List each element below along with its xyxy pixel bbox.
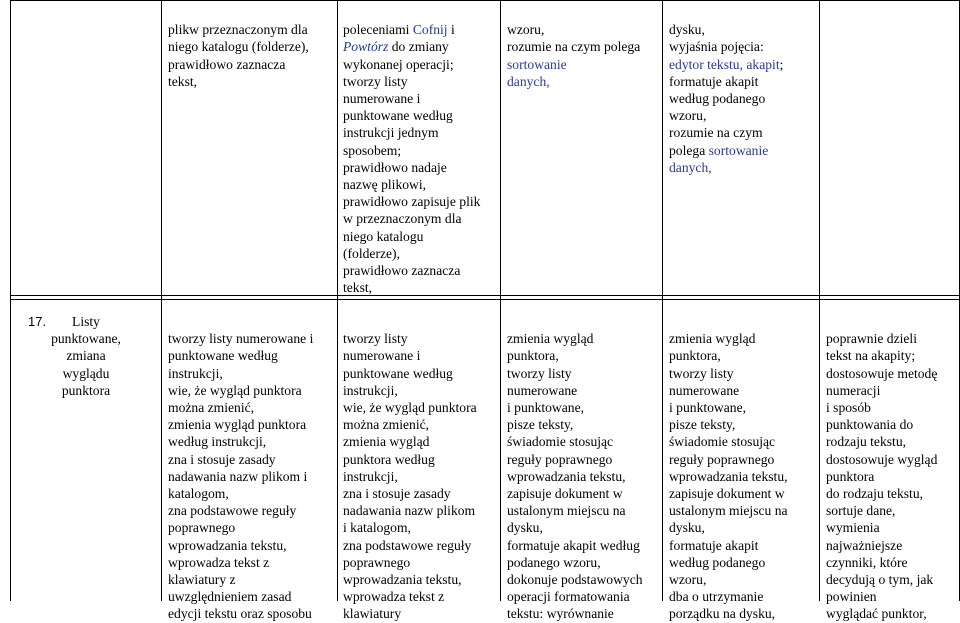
main-cell-level2 xyxy=(168,313,336,623)
table-border xyxy=(337,0,338,601)
cell-text: edytor tekstu, akapit xyxy=(669,56,780,72)
row-number: 17. xyxy=(28,314,47,329)
top-cell-level4 xyxy=(507,4,659,90)
table-border xyxy=(10,0,11,601)
cell-text: sortowanie danych, xyxy=(507,56,567,89)
cell-text: sortowanie danych, xyxy=(669,142,769,175)
cell-text: tworzy listy numerowane i punktowane według instrukcji, wie, że wygląd punktora można zmienić, zmienia wygląd punktora według instrukcji, zna i stosuje zasady nadawania nazw plikom i katalogom, zna podstawowe reguły poprawnego wprowadzania tekstu, wprowadza tekst z klawiatury xyxy=(343,331,477,622)
cell-text: i xyxy=(447,22,455,38)
table-border xyxy=(10,0,960,1)
cell-text: zmienia wygląd punktora, tworzy listy numerowane i punktowane, pisze teksty, świadomie stosując reguły poprawnego wprowadzania tekstu, zapisuje dokument w ustalonym miejscu na dysku, formatuje akapit według podanego wzoru, dba o utrzymanie porządku na dysku, xyxy=(669,331,788,622)
cell-text: ; formatuje akapit według podanego wzoru, rozumie na czym polega xyxy=(669,56,784,158)
cell-text: wykonanej operacji; tworzy listy numerowane i punktowane według instrukcji jednym sposobem; prawidłowo nadaje nazwę plikowi, prawidłowo zapisuje plik w przeznaczonym dla niego katalogu (folderze), prawidłowo zaznacza tekst, xyxy=(343,56,481,296)
top-cell-level3 xyxy=(343,4,498,296)
cell-text: plikw przeznaczonym dla niego katalogu (folderze), prawidłowo zaznacza tekst, xyxy=(168,22,309,89)
table-border xyxy=(10,299,960,300)
table-border xyxy=(819,0,820,601)
cell-text: poleceniami xyxy=(343,22,413,38)
cell-text: do zmiany xyxy=(388,39,449,55)
row-label xyxy=(14,313,158,398)
cell-text: zmienia wygląd punktora, tworzy listy numerowane i punktowane, pisze teksty, świadomie stosując reguły poprawnego wprowadzania tekstu, zapisuje dokument w ustalonym miejscu na dysku, formatuje akapit według podanego wzoru, dokonuje podstawowych operacji formatowania tekstu: wyrównanie xyxy=(507,331,643,622)
top-cell-level5 xyxy=(669,4,817,176)
main-cell-level6 xyxy=(826,313,958,623)
cell-text: wzoru, rozumie na czym polega xyxy=(507,22,641,55)
cell-text: dysku, wyjaśnia pojęcia: xyxy=(669,22,764,55)
table-border xyxy=(161,0,162,601)
main-cell-level4 xyxy=(507,313,661,623)
cell-text: Powtórz xyxy=(343,39,389,55)
main-cell-level5 xyxy=(669,313,817,623)
table-border xyxy=(662,0,663,601)
table-border xyxy=(500,0,501,601)
cell-text: Cofnij xyxy=(412,22,448,38)
row-title: Listy punktowane, zmiana wyglądu punktora xyxy=(51,314,121,398)
cell-text: tworzy listy numerowane i punktowane według instrukcji, wie, że wygląd punktora można zmienić, zmienia wygląd punktora według instrukcji, zna i stosuje zasady nadawania nazw plikom i katalogom, zna podstawowe reguły poprawnego wprowadzania tekstu, wprowadza tekst z klawiatury z uwzględnieniem zasad edycji tekstu oraz sposobu xyxy=(168,331,314,622)
main-cell-level3 xyxy=(343,313,498,623)
cell-text: poprawnie dzieli tekst na akapity; dostosowuje metodę numeracji i sposób punktowania do rodzaju tekstu, dostosowuje wygląd punktora do rodzaju tekstu, sortuje dane, wymienia najważniejsze czynniki, które decydują o tym, jak powinien wyglądać punktor, xyxy=(826,331,938,622)
top-cell-level2 xyxy=(168,4,333,90)
